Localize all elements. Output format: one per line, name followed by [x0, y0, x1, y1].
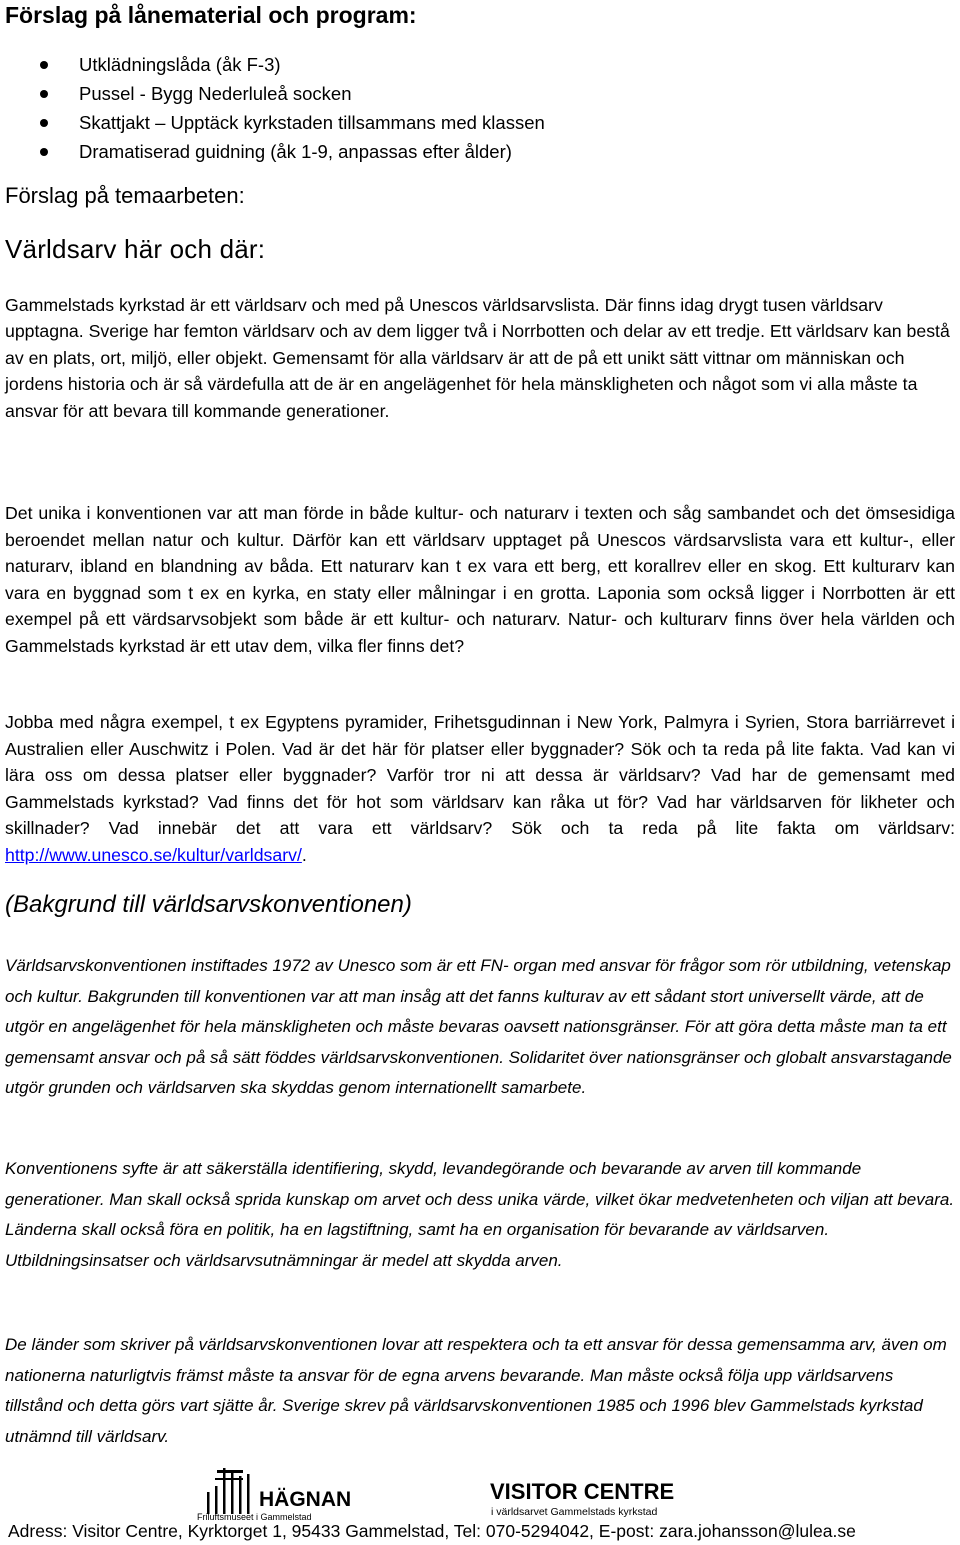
visitor-centre-logo — [488, 1469, 688, 1521]
heading-theme-work: Förslag på temaarbeten: — [5, 183, 245, 208]
paragraph-background-3: De länder som skriver på världsarvskonventionen lovar att respektera och ta ett ansvar för dessa gemensamma arv, även om nationerna naturligtvis främst måste ta ansvar för de egna arvens bevarande. Man måste också följa upp världsarvens tillstånd och detta görs vart sjätte år. Sverige skrev på världsarvskonventionen 1985 och 1996 blev Gammelstads kyrkstad utnämnd till världsarv. — [5, 1335, 947, 1446]
loan-material-list — [40, 52, 545, 168]
paragraph-examples-end: . — [301, 844, 307, 865]
bullet-icon — [40, 90, 48, 98]
bullet-icon — [40, 148, 48, 156]
hagnan-logo-name: HÄGNAN — [259, 1488, 352, 1511]
paragraph-intro: Gammelstads kyrkstad är ett världsarv och med på Unescos världsarvslista. Där finns idag drygt tusen världsarv upptagna. Sverige har femton världsarv och av dem ligger två i Norrbotten och delar av ett tredje. Ett världsarv kan bestå av en plats, ort, miljö, eller objekt. Gemensamt för alla världsarv är att de på ett unikt sätt vittnar om människan och jordens historia och är så värdefulla att de är en angelägenhet för hela mänskligheten och något som vi alla måste ta ansvar för att bevara till kommande generationer. — [5, 295, 950, 421]
heading-loan-material: Förslag på lånematerial och program: — [5, 2, 417, 28]
bullet-icon — [40, 119, 48, 127]
paragraph-background-2: Konventionens syfte är att säkerställa identifiering, skydd, levandegörande och bevarande av arven till kommande generationer. Man skall också sprida kunskap om arvet och dess unika värde, vilket ökar medvetenheten och viljan att bevara. Länderna skall också föra en politik, ha en lagstiftning, samt ha en organisation för bevarande av världsarven. Utbildningsinsatser och världsarvsutnämningar är medel att skydda arven. — [5, 1159, 955, 1270]
unesco-link[interactable]: http://www.unesco.se/kultur/varldsarv/ — [5, 844, 302, 865]
paragraph-examples — [5, 709, 955, 868]
list-item-label: Dramatiserad guidning (åk 1-9, anpassas efter ålder) — [79, 141, 512, 162]
list-item-label: Utklädningslåda (åk F-3) — [79, 54, 281, 75]
hagnan-logo — [195, 1462, 355, 1522]
list-item — [40, 52, 545, 81]
list-item — [40, 81, 545, 110]
visitor-centre-logo-name: VISITOR CENTRE — [490, 1479, 675, 1504]
heading-background: (Bakgrund till världsarvskonventionen) — [5, 891, 412, 918]
visitor-centre-logo-sub: i världsarvet Gammelstads kyrkstad — [491, 1506, 658, 1518]
tree-icon — [207, 1468, 250, 1514]
paragraph-examples-text: Jobba med några exempel, t ex Egyptens pyramider, Frihetsgudinnan i New York, Palmyra i Syrien, Stora barriärrevet i Australien eller Auschwitz i Polen. Vad är det här för platser eller byggnader? Sök och ta reda på lite fakta. Vad kan vi lära oss om dessa platser eller byggnader? Varför tror ni att dessa är världsarv? Vad har de gemensamt med Gammelstads kyrkstad? Vad finns det för hot som världsarv kan råka ut för? Vad har världsarven för likheter och skillnader? Vad innebär det att vara ett världsarv? Sök och ta reda på lite fakta om världsarv: — [5, 712, 955, 838]
paragraph-convention: Det unika i konventionen var att man förde in både kultur- och naturarv i texten och såg sambandet och det ömsesidiga beroendet mellan natur och kultur. Därför kan ett världsarv upptaget på Unescos värdsarvslista vara ett kultur-, eller naturarv, ibland en blandning av båda. Ett naturarv kan t ex vara ett berg, ett korallrev eller en skog. Ett kulturarv kan vara en byggnad som t ex en kyrka, en staty eller målningar i en grotta. Laponia som också ligger i Norrbotten är ett exempel på ett värdsarvsobjekt som både är ett kultur- och naturarv. Natur- och kulturarv finns över hela världen och Gammelstads kyrkstad är ett utav dem, vilka fler finns det? — [5, 503, 955, 656]
paragraph-background-1: Världsarvskonventionen instiftades 1972 av Unesco som är ett FN- organ med ansvar för frågor som rör utbildning, vetenskap och kultur. Bakgrunden till konventionen var att man insåg att det fanns kulturav av ett sådant stort universellt värde, att de utgör en angelägenhet för hela mänskligheten och måste bevaras oavsett nationsgränser. För att göra detta måste man ta ett gemensamt ansvar och på så sätt föddes världsarvskonventionen. Solidaritet över nationsgränser och globalt ansvarstagande utgör grunden och världsarven ska skyddas genom internationellt samarbete. — [5, 956, 952, 1097]
list-item-label: Pussel - Bygg Nederluleå socken — [79, 83, 352, 104]
list-item — [40, 110, 545, 139]
list-item-label: Skattjakt – Upptäck kyrkstaden tillsammans med klassen — [79, 112, 545, 133]
footer-address: Adress: Visitor Centre, Kyrktorget 1, 95433 Gammelstad, Tel: 070-5294042, E-post: zara.johansson@lulea.se — [8, 1521, 856, 1541]
list-item — [40, 139, 545, 168]
hagnan-logo-sub: Friluftsmuseet i Gammelstad — [197, 1512, 312, 1522]
heading-world-heritage: Världsarv här och där: — [5, 234, 266, 264]
bullet-icon — [40, 61, 48, 69]
